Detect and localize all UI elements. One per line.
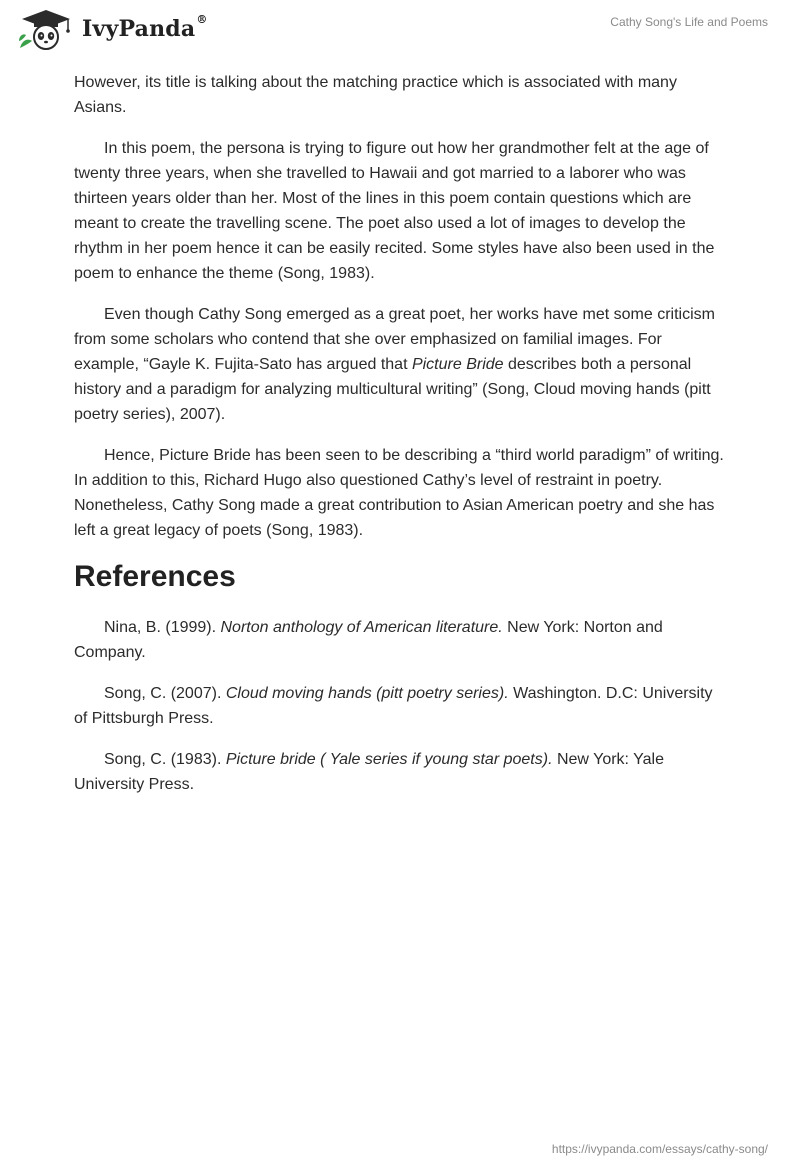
essay-content bbox=[74, 70, 730, 813]
paragraph-3: Even though Cathy Song emerged as a great poet, her works have met some criticism from some scholars who contend that she over emphasized on familial images. For example, “Gayle K. Fujita-Sato has argued that Picture Bride describes both a personal history and a paradigm for analyzing multicultural writing” (Song, Cloud moving hands (pitt poetry series), 2007). bbox=[74, 306, 715, 423]
paragraph-4: Hence, Picture Bride has been seen to be describing a “third world paradigm” of writing. In addition to this, Richard Hugo also questioned Cathy’s level of restraint in poetry. Nonetheless, Cathy Song made a great contribution to Asian American poetry and she has left a great legacy of poets (Song, 1983). bbox=[74, 447, 724, 539]
references-heading: References bbox=[74, 560, 236, 593]
brand-name: IvyPanda® bbox=[82, 13, 208, 42]
document-title: Cathy Song's Life and Poems bbox=[610, 15, 768, 29]
reference-item: Song, C. (2007). Cloud moving hands (pitt poetry series). Washington. D.C: University of Pittsburgh Press. bbox=[74, 685, 713, 727]
panda-graduate-icon bbox=[16, 8, 76, 50]
page-header bbox=[0, 0, 800, 70]
reference-item: Nina, B. (1999). Norton anthology of American literature. New York: Norton and Company. bbox=[74, 619, 663, 661]
paragraph-1: However, its title is talking about the matching practice which is associated with many Asians. bbox=[74, 74, 677, 116]
reference-item: Song, C. (1983). Picture bride ( Yale series if young star poets). New York: Yale University Press. bbox=[74, 751, 664, 793]
source-url[interactable]: https://ivypanda.com/essays/cathy-song/ bbox=[551, 1142, 768, 1156]
paragraph-2: In this poem, the persona is trying to figure out how her grandmother felt at the age of twenty three years, when she travelled to Hawaii and got married to a laborer who was thirteen years older than her. Most of the lines in this poem contain questions which are meant to create the travelling scene. The poet also used a lot of images to develop the rhythm in her poem hence it can be easily recited. Some styles have also been used in the poem to enhance the theme (Song, 1983). bbox=[74, 140, 715, 282]
ivypanda-logo[interactable] bbox=[16, 8, 208, 50]
